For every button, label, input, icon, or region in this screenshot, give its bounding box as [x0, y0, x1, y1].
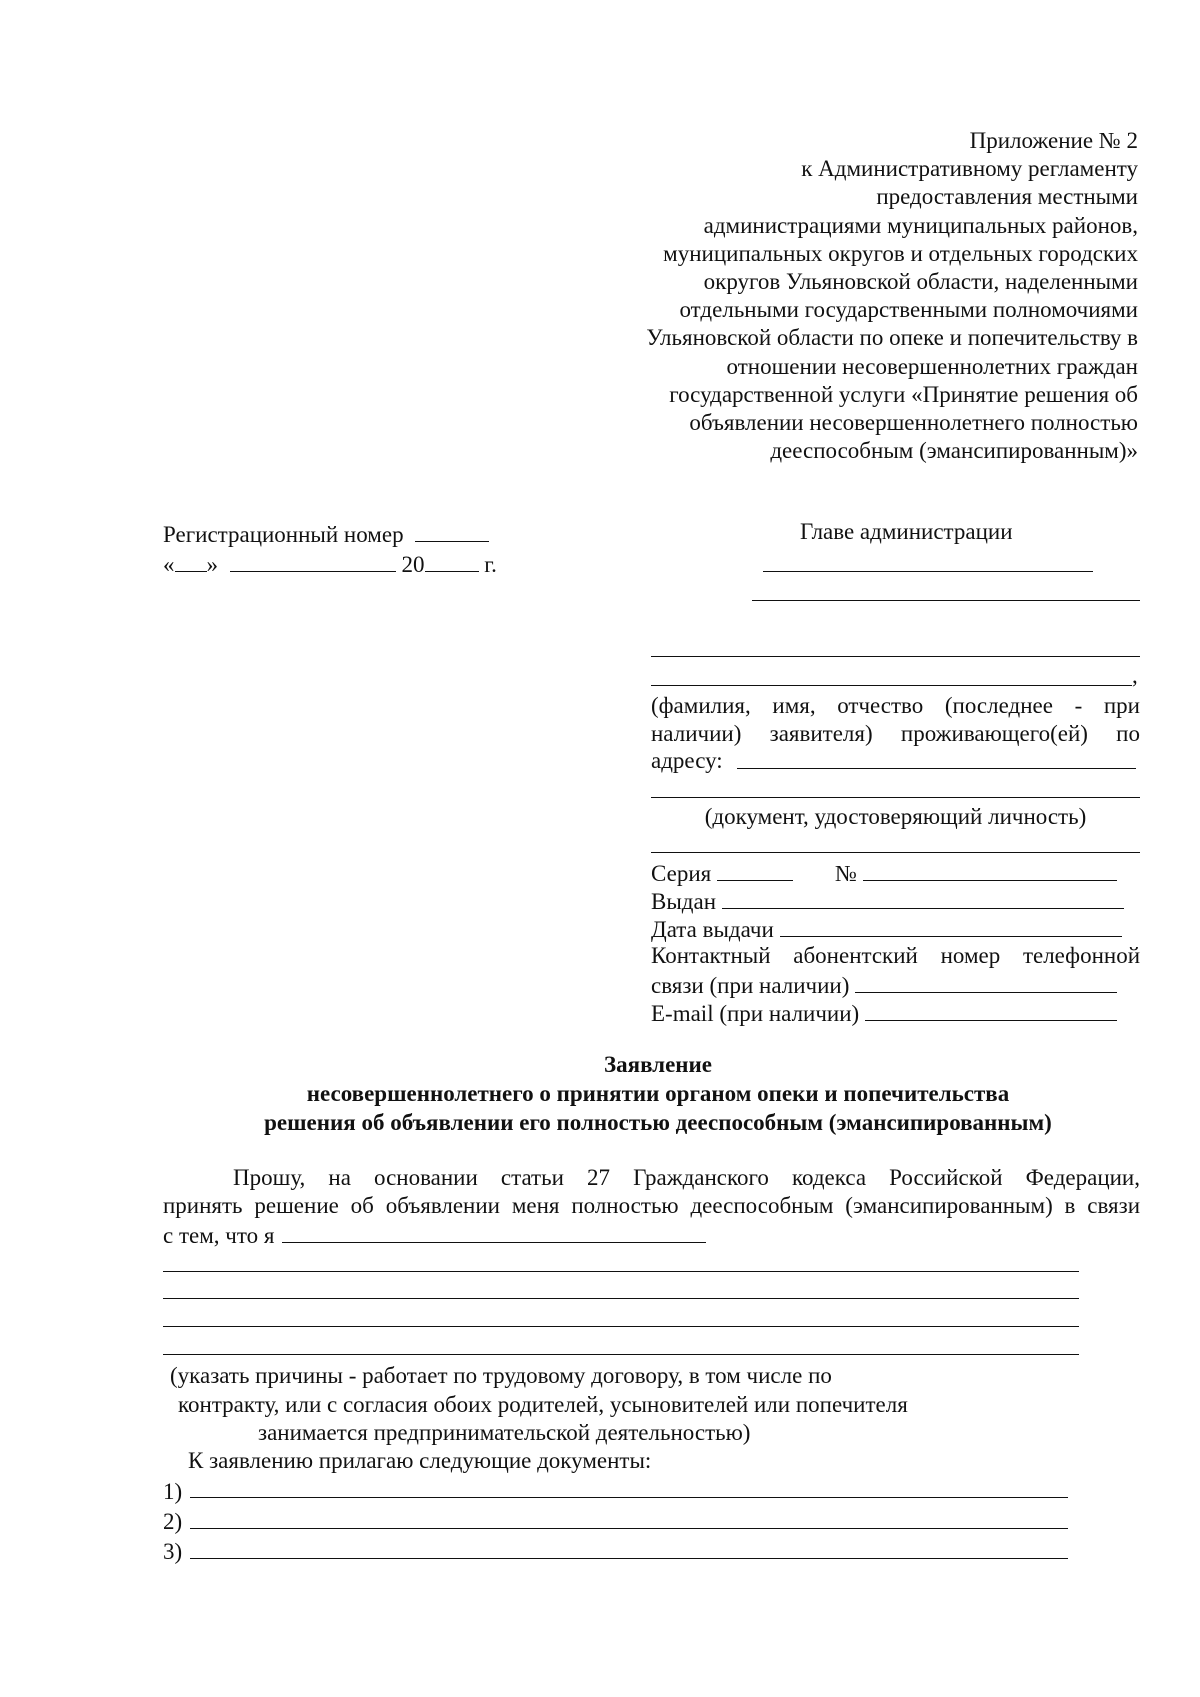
- appendix-line: предоставления местными: [876, 184, 1138, 210]
- appendix-line: к Административному регламенту: [801, 156, 1138, 182]
- reasons-hint-1: (указать причины - работает по трудовому договору, в том числе по: [170, 1363, 832, 1388]
- fio-hint: [651, 692, 1140, 748]
- issued-field[interactable]: [722, 886, 1124, 909]
- applicant-comma: ,: [1132, 663, 1138, 688]
- statement-title-block: [163, 1050, 1153, 1137]
- statement-subtitle-2: решения об объявлении его полностью дееспособным (эмансипированным): [264, 1110, 1052, 1135]
- attachment-num: 3): [163, 1539, 183, 1565]
- addressee-line-2[interactable]: [752, 600, 1140, 601]
- attachment-field-1[interactable]: [190, 1476, 1068, 1499]
- id-doc-field[interactable]: [651, 852, 1140, 853]
- registration-year-field[interactable]: [425, 549, 479, 572]
- registration-month-field[interactable]: [230, 549, 396, 572]
- reason-line-4[interactable]: [163, 1354, 1079, 1355]
- appendix-header: [518, 127, 1138, 465]
- year-suffix: г.: [484, 551, 497, 577]
- appendix-line: округов Ульяновской области, наделенными: [703, 269, 1138, 295]
- attachment-num: 2): [163, 1508, 183, 1534]
- appendix-line: объявлении несовершеннолетнего полностью: [689, 410, 1138, 436]
- number-field[interactable]: [863, 858, 1117, 881]
- fio-hint-text: (фамилия, имя, отчество (последнее - при наличии) заявителя) проживающего(ей) по: [651, 693, 1140, 746]
- appendix-line: дееспособным (эмансипированным)»: [770, 438, 1138, 464]
- issued-row: [651, 886, 1124, 916]
- attachment-row-1: [163, 1476, 1068, 1506]
- appendix-line: муниципальных округов и отдельных городских: [663, 240, 1138, 266]
- phone-field[interactable]: [855, 970, 1117, 993]
- attachments-block: [163, 1447, 1068, 1567]
- attachment-num: 1): [163, 1478, 183, 1504]
- phone-label-line2: связи (при наличии): [651, 972, 850, 998]
- statement-title: Заявление: [603, 1052, 713, 1077]
- issue-date-row: [651, 914, 1122, 944]
- issue-date-field[interactable]: [780, 914, 1122, 937]
- series-field[interactable]: [717, 858, 793, 881]
- issue-date-label: Дата выдачи: [651, 916, 774, 942]
- applicant-line-2[interactable]: [651, 685, 1132, 686]
- reason-field[interactable]: [282, 1220, 706, 1243]
- statement-subtitle-1: несовершеннолетнего о принятии органом опеки и попечительства: [306, 1081, 1010, 1106]
- reasons-hint-3: занимается предпринимательской деятельностью): [258, 1420, 751, 1445]
- phone-row: [651, 942, 1140, 1000]
- statement-body: [163, 1164, 1140, 1250]
- attachment-row-2: [163, 1506, 1068, 1536]
- body-line-2: принять решение об объявлении меня полностью дееспособным (эмансипированным) в связи: [163, 1193, 1140, 1218]
- appendix-line: отдельными государственными полномочиями: [679, 297, 1138, 323]
- registration-day-field[interactable]: [175, 549, 207, 572]
- attachments-label: К заявлению прилагаю следующие документы:: [188, 1448, 652, 1473]
- address-field-2[interactable]: [651, 797, 1140, 798]
- registration-date-row: [163, 549, 497, 579]
- year-prefix: 20: [401, 551, 425, 577]
- address-field[interactable]: [737, 768, 1136, 769]
- addressee-title: Главе администрации: [800, 519, 1013, 544]
- address-label: адресу:: [651, 748, 723, 773]
- reason-line-1[interactable]: [163, 1271, 1079, 1272]
- appendix-line: Приложение № 2: [969, 128, 1138, 153]
- attachment-field-2[interactable]: [190, 1506, 1068, 1529]
- body-line-1: Прошу, на основании статьи 27 Гражданского кодекса Российской Федерации,: [233, 1165, 1140, 1190]
- attachment-field-3[interactable]: [190, 1536, 1068, 1559]
- appendix-line: администрациями муниципальных районов,: [703, 212, 1138, 238]
- registration-number-field[interactable]: [415, 519, 489, 542]
- reason-line-3[interactable]: [163, 1326, 1079, 1327]
- series-label: Серия: [651, 860, 712, 886]
- number-label: №: [834, 860, 857, 886]
- applicant-line-1[interactable]: [651, 656, 1140, 657]
- appendix-line: государственной услуги «Принятие решения об: [669, 381, 1138, 407]
- series-row: [651, 858, 1117, 888]
- registration-number-row: [163, 519, 497, 549]
- quote-close: »: [206, 551, 218, 577]
- id-doc-hint: (документ, удостоверяющий личность): [704, 804, 1087, 829]
- quote-open: «: [163, 551, 175, 577]
- reason-line-2[interactable]: [163, 1298, 1079, 1299]
- addressee-line-1[interactable]: [763, 571, 1093, 572]
- reasons-hint: [170, 1362, 908, 1448]
- issued-label: Выдан: [651, 888, 717, 914]
- address-row: [651, 748, 723, 774]
- email-row: [651, 998, 1117, 1028]
- email-label: E-mail (при наличии): [651, 1000, 860, 1026]
- reasons-hint-2: контракту, или с согласия обоих родителей, усыновителей или попечителя: [178, 1391, 908, 1417]
- registration-block: [163, 519, 497, 579]
- phone-label-line1: Контактный абонентский номер телефонной: [651, 943, 1140, 968]
- body-line-3: с тем, что я: [163, 1222, 275, 1248]
- appendix-line: Ульяновской области по опеке и попечительству в: [646, 325, 1138, 351]
- registration-number-label: Регистрационный номер: [163, 521, 404, 547]
- appendix-line: отношении несовершеннолетних граждан: [726, 353, 1138, 379]
- attachment-row-3: [163, 1536, 1068, 1566]
- email-field[interactable]: [865, 998, 1117, 1021]
